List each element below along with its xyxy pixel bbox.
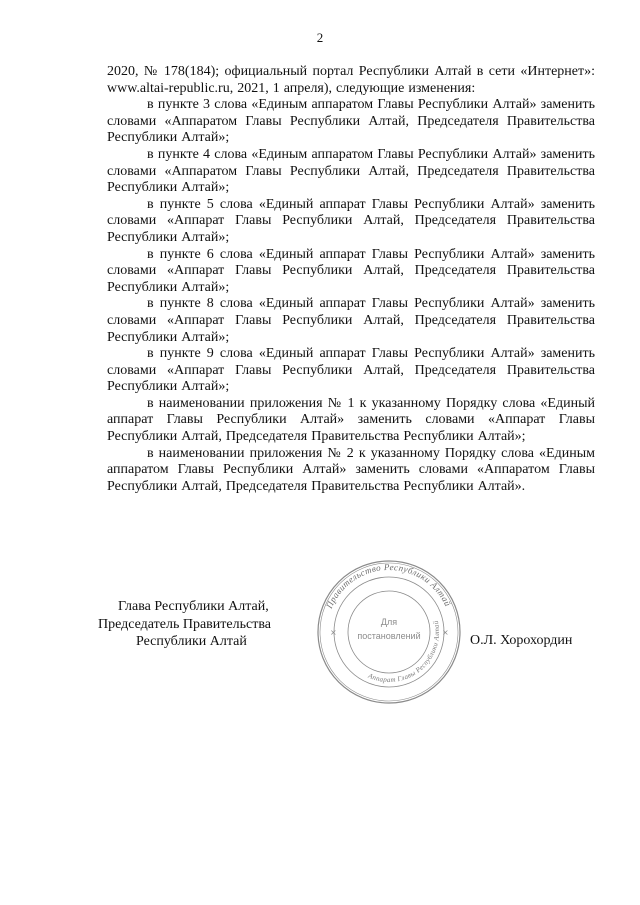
svg-text:×: × [442,628,449,637]
signatory-name: О.Л. Хорохордин [470,633,573,648]
paragraph-6: в пункте 8 слова «Единый аппарат Главы Республики Алтай» заменить словами «Аппарат Главы Республики Алтай, Председателя Правительства Республики Алтай»; [107,296,595,345]
signatory-position [98,598,271,651]
paragraph-3: в пункте 4 слова «Единым аппаратом Главы Республики Алтай» заменить словами «Аппаратом Главы Республики Алтай, Председателя Правительства Республики Алтай»; [107,146,595,196]
official-seal-stamp [316,559,462,705]
paragraph-7: в пункте 9 слова «Единый аппарат Главы Республики Алтай» заменить словами «Аппарат Главы Республики Алтай, Председателя Правительства Республики Алтай»; [107,346,595,395]
signatory-position-line2: Председатель Правительства [98,616,271,632]
paragraph-4: в пункте 5 слова «Единый аппарат Главы Республики Алтай» заменить словами «Аппарат Главы Республики Алтай, Председателя Правительства Республики Алтай»; [107,196,595,245]
page-number: 2 [316,30,324,45]
paragraph-5: в пункте 6 слова «Единый аппарат Главы Республики Алтай» заменить словами «Аппарат Главы Республики Алтай, Председателя Правительства Республики Алтай»; [107,246,595,295]
paragraph-2: в пункте 3 слова «Единым аппаратом Главы Республики Алтай» заменить словами «Аппаратом Главы Республики Алтай, Председателя Правительства Республики Алтай»; [107,97,595,146]
paragraph-9: в наименовании приложения № 2 к указанному Порядку слова «Единым аппаратом Главы Республики Алтай» заменить словами «Аппаратом Главы Республики Алтай, Председателя Правительства Республики Алтай». [107,445,595,494]
svg-text:Для: Для [380,617,398,627]
paragraph-8: в наименовании приложения № 1 к указанному Порядку слова «Единый аппарат Главы Республики Алтай» заменить словами «Аппарат Главы Республики Алтай, Председателя Правительства Республики Алтай»; [107,395,595,445]
svg-text:Правительство Республики Алтай: Правительство Республики Алтай [323,561,454,611]
svg-text:постановлений: постановлений [357,631,421,641]
paragraph-1: 2020, № 178(184); официальный портал Республики Алтай в сети «Интернет»: www.altai-republic.ru, 2021, 1 апреля), следующие изменения: [107,64,595,96]
signatory-position-line1: Глава Республики Алтай, [118,599,269,614]
svg-text:Аппарат Главы Республики Алтай: Аппарат Главы Республики Алтай [366,619,442,685]
signatory-position-line3: Республики Алтай [136,634,247,649]
svg-text:×: × [330,628,337,637]
document-body [107,64,595,495]
